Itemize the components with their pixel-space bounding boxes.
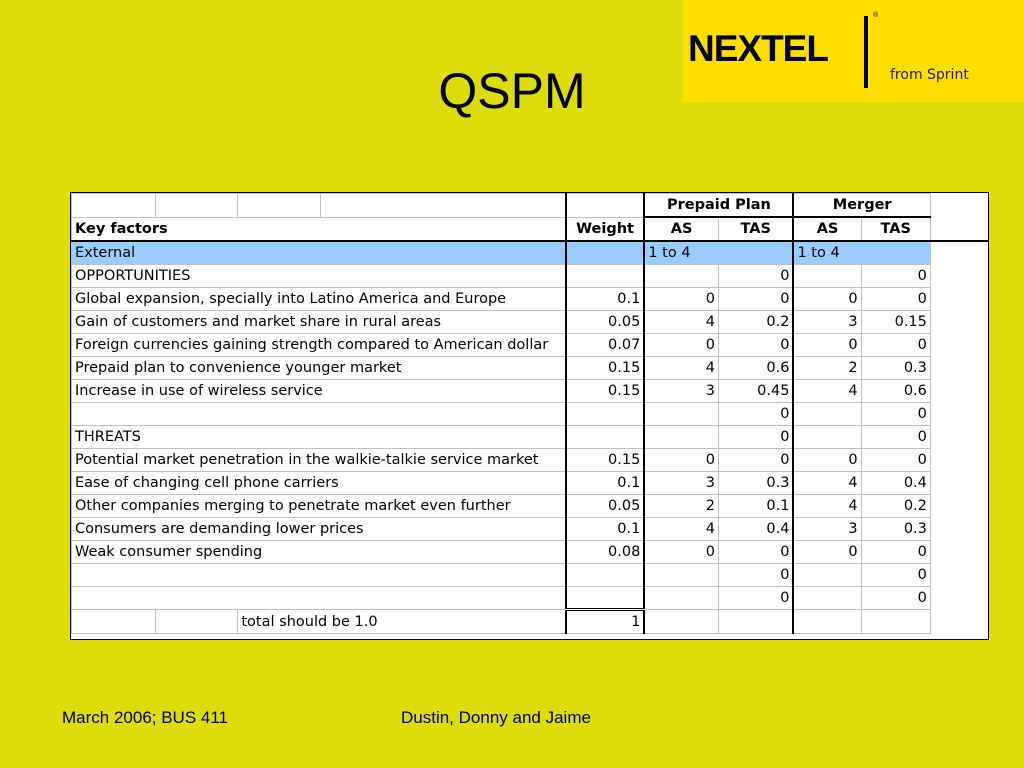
weight-header: Weight: [566, 217, 645, 241]
prepaid-as-cell: 3: [644, 380, 718, 403]
merger-as-cell: 3: [793, 311, 861, 334]
merger-as-header: AS: [793, 217, 861, 241]
merger-as-cell: [793, 587, 861, 610]
prepaid-tas-cell: 0: [718, 541, 793, 564]
prepaid-tas-cell: 0: [718, 587, 793, 610]
table-row: [72, 518, 989, 541]
qspm-spreadsheet: [70, 192, 989, 640]
prepaid-tas-cell: 0: [718, 426, 793, 449]
prepaid-as-cell: 0: [644, 288, 718, 311]
factor-cell: [72, 403, 566, 426]
merger-tas-cell: 0: [861, 288, 930, 311]
factor-cell: Other companies merging to penetrate market even further: [72, 495, 566, 518]
weight-cell: 0.15: [566, 380, 645, 403]
merger-tas-cell: 0.2: [861, 495, 930, 518]
prepaid-as-cell: [644, 564, 718, 587]
factor-cell: Ease of changing cell phone carriers: [72, 472, 566, 495]
prepaid-as-cell: [644, 587, 718, 610]
merger-range: 1 to 4: [793, 241, 930, 265]
merger-as-cell: 4: [793, 495, 861, 518]
factor-cell: THREATS: [72, 426, 566, 449]
table-row: [72, 541, 989, 564]
table-row: [72, 495, 989, 518]
table-row: [72, 564, 989, 587]
table-row: [72, 587, 989, 610]
prepaid-as-cell: 0: [644, 334, 718, 357]
factor-cell: Weak consumer spending: [72, 541, 566, 564]
total-cell: [644, 610, 718, 634]
merger-as-cell: 0: [793, 541, 861, 564]
weight-cell: 0.15: [566, 357, 645, 380]
weight-cell: [566, 587, 645, 610]
table-row: [72, 426, 989, 449]
prepaid-as-cell: 3: [644, 472, 718, 495]
merger-tas-cell: 0: [861, 403, 930, 426]
footer-date-course: March 2006; BUS 411: [62, 708, 228, 727]
merger-as-cell: 3: [793, 518, 861, 541]
merger-as-cell: 4: [793, 380, 861, 403]
prepaid-as-cell: 4: [644, 518, 718, 541]
merger-tas-header: TAS: [861, 217, 930, 241]
merger-tas-cell: 0: [861, 426, 930, 449]
prepaid-tas-cell: 0: [718, 564, 793, 587]
prepaid-tas-cell: 0.1: [718, 495, 793, 518]
prepaid-plan-header: Prepaid Plan: [644, 194, 793, 218]
table-row: [72, 265, 989, 288]
table-row: [72, 403, 989, 426]
prepaid-tas-header: TAS: [718, 217, 793, 241]
merger-as-cell: 0: [793, 334, 861, 357]
header-cell: [238, 194, 320, 218]
weight-cell: [566, 426, 645, 449]
weight-cell: 0.1: [566, 518, 645, 541]
header-row-columns: [72, 217, 989, 241]
merger-as-cell: 4: [793, 472, 861, 495]
weight-cell: 0.07: [566, 334, 645, 357]
merger-tas-cell: 0: [861, 564, 930, 587]
external-weight-cell: [566, 241, 645, 265]
total-row: [72, 610, 989, 634]
prepaid-as-cell: 2: [644, 495, 718, 518]
qspm-table: [71, 193, 988, 634]
logo-tagline: from Sprint: [890, 67, 969, 83]
merger-tas-cell: 0.3: [861, 518, 930, 541]
prepaid-tas-cell: 0.2: [718, 311, 793, 334]
external-row: [72, 241, 989, 265]
table-row: [72, 311, 989, 334]
total-label: total should be 1.0: [238, 610, 566, 634]
merger-tas-cell: 0: [861, 541, 930, 564]
prepaid-tas-cell: 0: [718, 449, 793, 472]
prepaid-tas-cell: 0.4: [718, 518, 793, 541]
weight-cell: 0.1: [566, 472, 645, 495]
weight-cell: [566, 564, 645, 587]
factor-cell: Gain of customers and market share in rural areas: [72, 311, 566, 334]
merger-tas-cell: 0: [861, 587, 930, 610]
header-cell: [155, 194, 238, 218]
table-row: [72, 357, 989, 380]
merger-as-cell: [793, 564, 861, 587]
key-factors-header: Key factors: [72, 217, 566, 241]
total-cell: [72, 610, 156, 634]
factor-cell: Prepaid plan to convenience younger market: [72, 357, 566, 380]
header-row-groups: [72, 194, 989, 218]
prepaid-tas-cell: 0: [718, 334, 793, 357]
prepaid-tas-cell: 0.3: [718, 472, 793, 495]
header-cell: [566, 194, 645, 218]
merger-tas-cell: 0: [861, 334, 930, 357]
merger-as-cell: [793, 426, 861, 449]
prepaid-as-header: AS: [644, 217, 718, 241]
factor-cell: Consumers are demanding lower prices: [72, 518, 566, 541]
table-row: [72, 449, 989, 472]
slide-title: QSPM: [438, 63, 586, 119]
merger-as-cell: [793, 265, 861, 288]
merger-tas-cell: 0: [861, 265, 930, 288]
prepaid-tas-cell: 0: [718, 288, 793, 311]
weight-cell: 0.15: [566, 449, 645, 472]
weight-cell: [566, 265, 645, 288]
merger-header: Merger: [793, 194, 930, 218]
logo-trademark: ®: [873, 12, 879, 19]
total-cell: [718, 610, 793, 634]
total-cell: [861, 610, 930, 634]
merger-tas-cell: 0.15: [861, 311, 930, 334]
merger-tas-cell: 0.4: [861, 472, 930, 495]
total-weight: 1: [566, 610, 645, 634]
prepaid-range: 1 to 4: [644, 241, 793, 265]
prepaid-as-cell: 0: [644, 541, 718, 564]
prepaid-as-cell: 0: [644, 449, 718, 472]
weight-cell: [566, 403, 645, 426]
table-row: [72, 288, 989, 311]
total-cell: [155, 610, 238, 634]
prepaid-tas-cell: 0: [718, 403, 793, 426]
merger-tas-cell: 0.3: [861, 357, 930, 380]
table-row: [72, 472, 989, 495]
weight-cell: 0.05: [566, 311, 645, 334]
factor-cell: [72, 587, 566, 610]
merger-as-cell: 0: [793, 288, 861, 311]
table-row: [72, 380, 989, 403]
header-cell: [72, 194, 156, 218]
factor-cell: Global expansion, specially into Latino America and Europe: [72, 288, 566, 311]
merger-tas-cell: 0.6: [861, 380, 930, 403]
factor-cell: Potential market penetration in the walkie-talkie service market: [72, 449, 566, 472]
prepaid-tas-cell: 0: [718, 265, 793, 288]
weight-cell: 0.05: [566, 495, 645, 518]
external-label: External: [72, 241, 566, 265]
footer-authors: Dustin, Donny and Jaime: [401, 708, 591, 727]
factor-cell: Foreign currencies gaining strength compared to American dollar: [72, 334, 566, 357]
merger-as-cell: 2: [793, 357, 861, 380]
merger-as-cell: [793, 403, 861, 426]
factor-cell: [72, 564, 566, 587]
merger-tas-cell: 0: [861, 449, 930, 472]
factor-cell: Increase in use of wireless service: [72, 380, 566, 403]
header-cell: [320, 194, 566, 218]
factor-cell: OPPORTUNITIES: [72, 265, 566, 288]
table-row: [72, 334, 989, 357]
prepaid-as-cell: 4: [644, 311, 718, 334]
weight-cell: 0.08: [566, 541, 645, 564]
prepaid-as-cell: [644, 426, 718, 449]
prepaid-as-cell: [644, 265, 718, 288]
weight-cell: 0.1: [566, 288, 645, 311]
merger-as-cell: 0: [793, 449, 861, 472]
prepaid-tas-cell: 0.45: [718, 380, 793, 403]
logo-wordmark: NEXTEL: [688, 28, 828, 69]
total-cell: [793, 610, 861, 634]
prepaid-as-cell: [644, 403, 718, 426]
prepaid-as-cell: 4: [644, 357, 718, 380]
prepaid-tas-cell: 0.6: [718, 357, 793, 380]
